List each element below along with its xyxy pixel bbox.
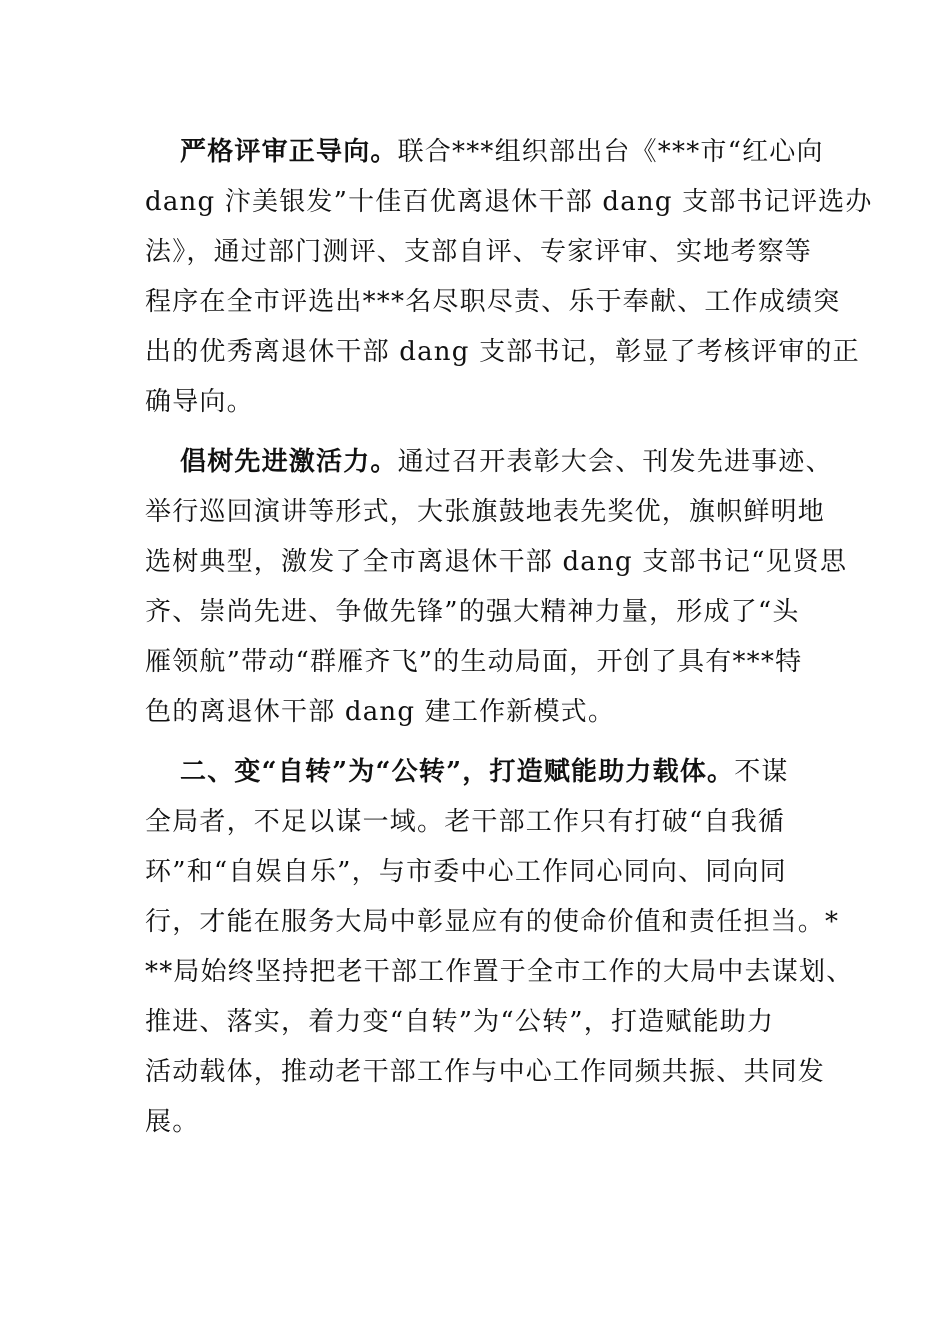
paragraph-line bbox=[180, 442, 833, 482]
paragraph-heading: 严格评审正导向。 bbox=[180, 137, 398, 167]
paragraph-line: 雁领航”带动“群雁齐飞”的生动局面，开创了具有***特 bbox=[145, 647, 803, 677]
paragraph-line: 确导向。 bbox=[145, 387, 254, 417]
paragraph-line: dang 汴美银发”十佳百优离退休干部 dang 支部书记评选办 bbox=[145, 187, 873, 217]
paragraph-line: 出的优秀离退休干部 dang 支部书记，彰显了考核评审的正 bbox=[145, 337, 860, 367]
paragraph-line: 环”和“自娱自乐”，与市委中心工作同心同向、同向同 bbox=[145, 857, 787, 887]
paragraph-heading: 倡树先进激活力。 bbox=[180, 447, 398, 477]
paragraph-text: 联合***组织部出台《***市“红心向 bbox=[397, 137, 824, 167]
paragraph-line: **局始终坚持把老干部工作置于全市工作的大局中去谋划、 bbox=[145, 957, 854, 987]
paragraph-line: 展。 bbox=[145, 1107, 200, 1137]
paragraph-text: 通过召开表彰大会、刊发先进事迹、 bbox=[397, 447, 833, 477]
paragraph-line: 活动载体，推动老干部工作与中心工作同频共振、共同发 bbox=[145, 1057, 826, 1087]
paragraph-line: 推进、落实，着力变“自转”为“公转”，打造赋能助力 bbox=[145, 1007, 775, 1037]
paragraph-line: 法》，通过部门测评、支部自评、专家评审、实地考察等 bbox=[145, 237, 813, 267]
paragraph-line: 选树典型，激发了全市离退休干部 dang 支部书记“见贤思 bbox=[145, 547, 848, 577]
paragraph-line bbox=[180, 132, 824, 172]
section-heading: 二、变“自转”为“公转”，打造赋能助力载体。 bbox=[180, 757, 735, 787]
paragraph-line: 行，才能在服务大局中彰显应有的使命价值和责任担当。* bbox=[145, 907, 840, 937]
paragraph-line: 齐、崇尚先进、争做先锋”的强大精神力量，形成了“头 bbox=[145, 597, 800, 627]
paragraph-line bbox=[180, 752, 789, 792]
paragraph-line: 色的离退休干部 dang 建工作新模式。 bbox=[145, 697, 616, 727]
paragraph-line: 举行巡回演讲等形式，大张旗鼓地表先奖优，旗帜鲜明地 bbox=[145, 497, 826, 527]
paragraph-text: 不谋 bbox=[734, 757, 789, 787]
paragraph-line: 程序在全市评选出***名尽职尽责、乐于奉献、工作成绩突 bbox=[145, 287, 841, 317]
paragraph-line: 全局者，不足以谋一域。老干部工作只有打破“自我循 bbox=[145, 807, 786, 837]
